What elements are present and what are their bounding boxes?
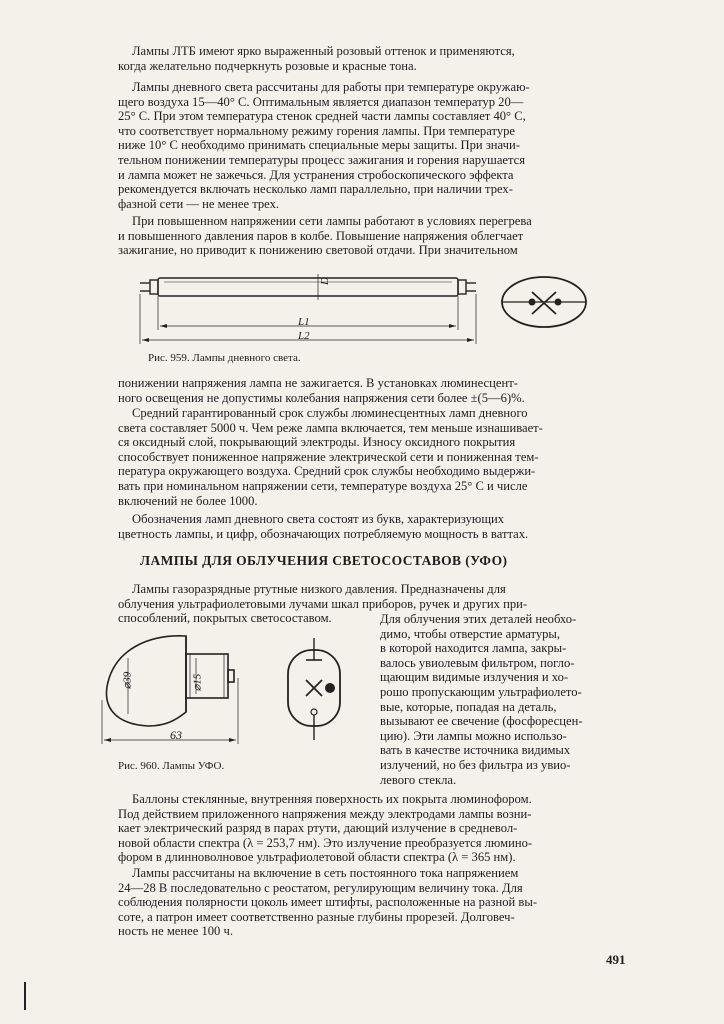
text-line: ся оксидный слой, покрывающий электроды. Износу оксидного покрытия [118,435,516,450]
text-line: Для облучения этих деталей необхо- [380,612,577,626]
section-heading: ЛАМПЫ ДЛЯ ОБЛУЧЕНИЯ СВЕТОСОСТАВОВ (УФО) [140,553,508,568]
figure-959-tube-lamp [0,258,724,368]
label-diameter-15: ⌀15 [191,673,204,692]
text-line: 25° С. При этом температура стенок средней части лампы составляет 40° С, [118,109,526,124]
text-line: димо, чтобы отверстие арматуры, [380,626,561,641]
text-line: вать при номинальном напряжении сети, температуре воздуха 25° С и числе [118,478,528,493]
text-line: включений не более 1000. [118,493,258,508]
text-line: способлений, покрытых светосоставом. [118,611,332,626]
label-l1: L1 [298,316,310,328]
text-line: вать в качестве источника видимых [380,743,571,758]
text-line: Под действием приложенного напряжения между электродами лампы возни- [118,806,532,821]
paragraph-overvoltage [118,214,642,258]
text-line: кает электрический разряд в парах ртути, дающий излучение в средневол- [118,821,518,836]
paragraph-bulbs [118,792,642,865]
text-line: в которой находится лампа, закры- [380,641,567,656]
text-line: Обозначения ламп дневного света состоят из букв, характеризующих [132,512,505,526]
page-number: 491 [606,952,626,967]
figure-960-ufo-lamp [88,628,388,778]
paragraph-designations [118,512,642,541]
text-line: тельном понижении температуры процесс зажигания и горения нарушается [118,152,526,167]
text-line: ниже 10° С необходимо принимать специальные меры защиты. При значи- [118,138,520,153]
text-line: способствует пониженное напряжение электрической сети и пониженная тем- [118,449,539,464]
text-line: При повышенном напряжении сети лампы работают в условиях перегрева [132,214,532,228]
text-line: когда желательно подчеркнуть розовые и красные тона. [118,58,417,73]
paragraph-dc-supply [118,866,642,939]
label-length-63: 63 [170,728,182,742]
paragraph-service-life [118,406,642,508]
text-line: цию). Эти лампы можно использо- [380,728,567,743]
text-line: 24—28 В последовательно с реостатом, регулирующим величину тока. Для [118,880,523,895]
symbol-ufo-lamp [288,638,340,740]
text-line: левого стекла. [380,772,457,787]
text-line: что соответствует нормальному режиму горения лампы. При температуре [118,123,515,138]
paragraph-ltb [118,44,642,73]
text-line: соте, а патрон имеет соответственно разные глубины прорезей. Долговеч- [118,909,515,924]
text-line: облучения ультрафиолетовыми лучами шкал приборов, ручек и других при- [118,596,528,611]
paragraph-temperature [118,80,642,211]
text-line: новой области спектра (λ = 253,7 нм). Это излучение преобразуется люмино- [118,835,533,850]
text-line: понижении напряжения лампа не зажигается. В установках люминесцент- [118,376,518,390]
text-line: валось увиолевым фильтром, погло- [380,655,575,670]
paragraph-undervoltage [118,376,642,405]
label-diameter-d: D [318,277,331,285]
text-line: соблюдения полярности цоколь имеет штифты, расположенные на разной вы- [118,895,538,910]
margin-mark [24,982,26,1010]
text-line: фазной сети — не менее трех. [118,196,280,211]
text-line: Баллоны стеклянные, внутренняя поверхность их покрыта люминофором. [132,792,532,806]
text-line: фором в длинноволновое ультрафиолетовой области спектра (λ = 365 нм). [118,850,516,865]
text-line: излучений, но без фильтра из увио- [380,757,571,772]
text-line: вызывают ее свечение (фосфоресцен- [380,714,583,729]
text-line: щающим видимые излучения и хо- [380,670,569,685]
text-line: ного освещения не допустимы колебания напряжения сети более ±(5—6)%. [118,390,525,405]
text-line: зажигание, но приводит к понижению световой отдачи. При значительном [118,243,518,258]
symbol-fluorescent-lamp [502,277,586,327]
text-line: и повышенного давления паров в колбе. Повышение напряжения облегчает [118,228,524,243]
text-line: Средний гарантированный срок службы люминесцентных ламп дневного [132,406,528,420]
paragraph-ufo-wrap [380,612,642,787]
text-line: и лампа может не зажечься. Для устранения стробоскопического эффекта [118,167,514,182]
text-line: света составляет 5000 ч. Чем реже лампа включается, тем меньше изнашивает- [118,420,543,435]
figure-959-caption: Рис. 959. Лампы дневного света. [148,352,301,364]
figure-960-caption: Рис. 960. Лампы УФО. [118,760,225,772]
text-line: пература окружающего воздуха. Средний срок службы необходимо выдержи- [118,464,536,479]
label-diameter-39: ⌀39 [121,671,134,690]
text-line: ность не менее 100 ч. [118,924,233,939]
text-line: щего воздуха 15—40° С. Оптимальным является диапазон температур 20— [118,94,524,109]
text-line: рекомендуется включать несколько ламп параллельно, при наличии трех- [118,182,513,197]
text-line: Лампы рассчитаны на включение в сеть постоянного тока напряжением [132,866,519,880]
text-line: цветность лампы, и цифр, обозначающих потребляемую мощность в ваттах. [118,526,529,541]
text-line: Лампы ЛТБ имеют ярко выраженный розовый оттенок и применяются, [132,44,515,58]
text-line: вые, которые, попадая на деталь, [380,699,557,714]
text-line: рошо пропускающим ультрафиолето- [380,684,582,699]
label-l2: L2 [298,330,310,342]
text-line: Лампы дневного света рассчитаны для работы при температуре окружаю- [132,80,530,94]
text-line: Лампы газоразрядные ртутные низкого давления. Предназначены для [132,582,506,596]
